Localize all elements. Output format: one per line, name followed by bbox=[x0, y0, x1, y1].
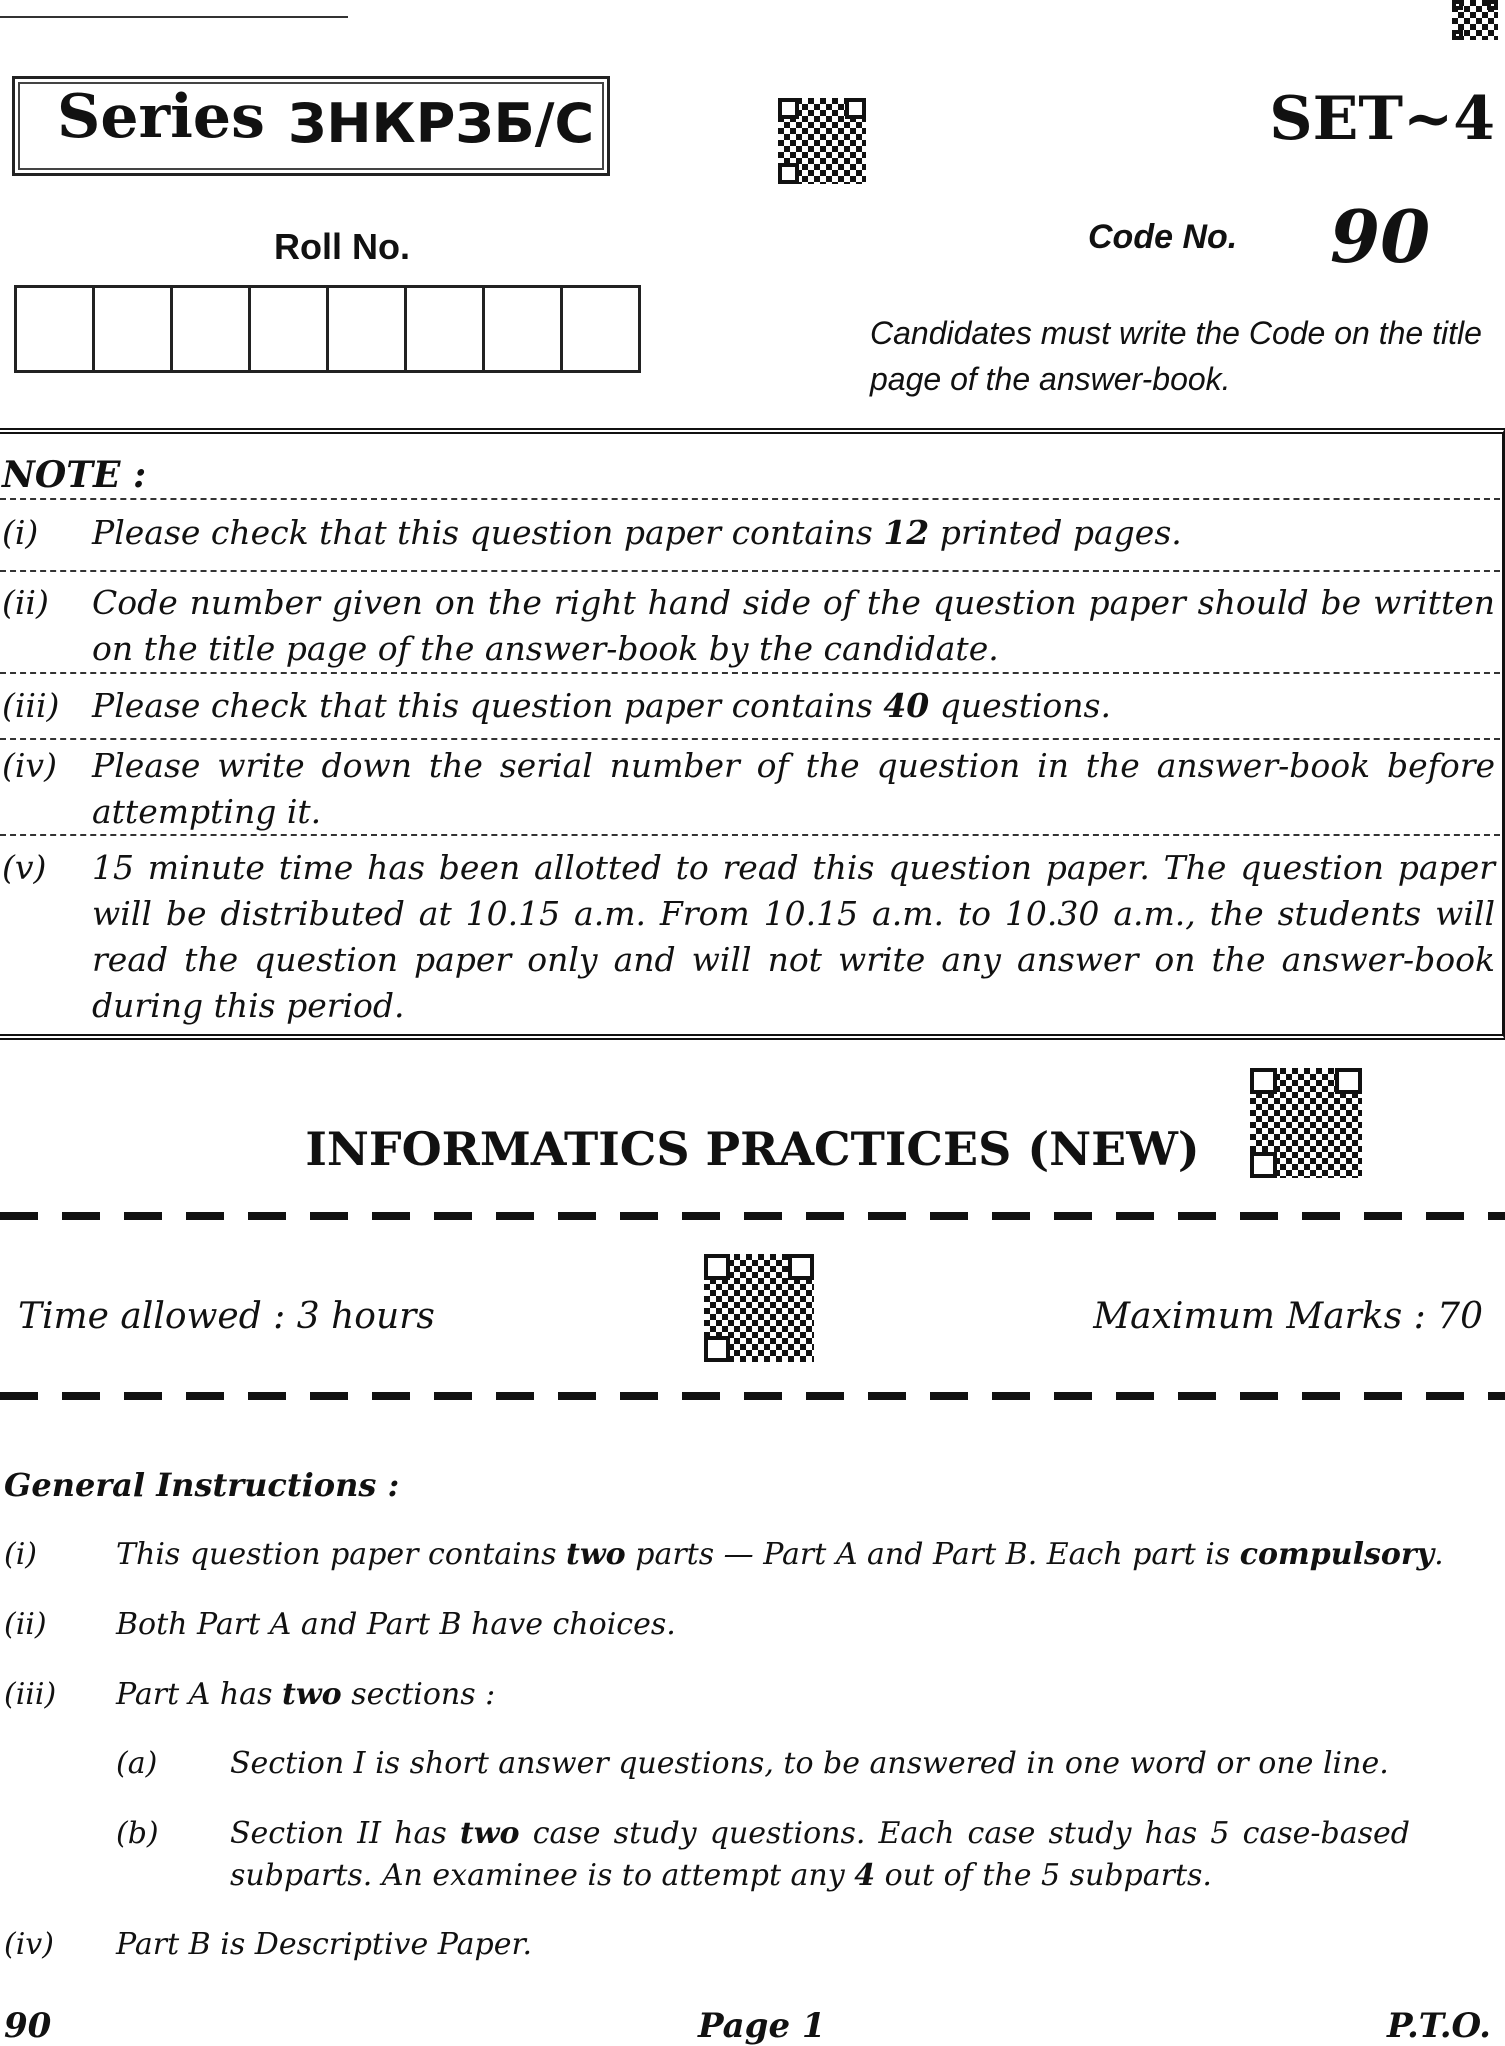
note-item bbox=[0, 743, 1495, 835]
note-item-text: Please check that this question paper contains bbox=[92, 513, 884, 552]
qr-code-icon bbox=[778, 98, 866, 184]
note-item-bold: 40 bbox=[883, 686, 930, 725]
instruction-item bbox=[0, 1674, 1480, 1716]
code-label: Code No. bbox=[1088, 218, 1238, 256]
instruction-text: Part B is Descriptive Paper. bbox=[116, 1927, 533, 1962]
time-allowed: Time allowed : 3 hours bbox=[18, 1296, 435, 1337]
subject-title: INFORMATICS PRACTICES (NEW) bbox=[305, 1122, 1200, 1176]
instruction-bold: two bbox=[459, 1816, 520, 1851]
note-item-text: Please write down the serial number of the question in the answer-book before attempting it. bbox=[92, 746, 1495, 831]
roll-digit-box[interactable] bbox=[95, 288, 173, 370]
instruction-item bbox=[0, 1604, 1480, 1646]
qr-code-icon bbox=[704, 1254, 814, 1362]
note-item-number: (iv) bbox=[2, 746, 57, 785]
series-label: Series bbox=[57, 82, 265, 152]
instruction-bold: compulsory bbox=[1239, 1537, 1435, 1572]
note-item-bold: 12 bbox=[883, 513, 930, 552]
note-item bbox=[0, 580, 1495, 672]
code-note: Candidates must write the Code on the title page of the answer-book. bbox=[870, 315, 1482, 397]
divider bbox=[0, 498, 1500, 500]
roll-digit-box[interactable] bbox=[407, 288, 485, 370]
top-rule bbox=[0, 16, 348, 18]
note-item-number: (ii) bbox=[2, 583, 49, 622]
series-code: ЗНКРЗБ/С bbox=[288, 92, 595, 155]
instruction-text: parts — Part A and Part B. Each part is bbox=[625, 1537, 1240, 1572]
instruction-text: out of the 5 subparts. bbox=[875, 1858, 1212, 1893]
instruction-subnumber: (a) bbox=[116, 1746, 158, 1781]
divider bbox=[0, 738, 1500, 740]
note-item-number: (i) bbox=[2, 513, 39, 552]
instruction-number: (ii) bbox=[4, 1607, 47, 1642]
note-item-number: (iii) bbox=[2, 686, 60, 725]
set-label: SET~4 bbox=[1269, 84, 1495, 154]
qr-code-icon bbox=[1452, 0, 1498, 40]
dashed-divider bbox=[0, 1212, 1505, 1220]
instruction-text: Section II has bbox=[230, 1816, 460, 1851]
instruction-item bbox=[0, 1534, 1480, 1576]
page-number: Page 1 bbox=[698, 2006, 826, 2046]
roll-number-label: Roll No. bbox=[274, 226, 410, 267]
note-item bbox=[0, 845, 1495, 1029]
instruction-number: (iv) bbox=[4, 1927, 54, 1962]
roll-digit-box[interactable] bbox=[17, 288, 95, 370]
maximum-marks: Maximum Marks : 70 bbox=[1093, 1296, 1483, 1337]
pto-label: P.T.O. bbox=[1387, 2006, 1491, 2046]
roll-digit-box[interactable] bbox=[173, 288, 251, 370]
instruction-bold: two bbox=[282, 1677, 342, 1712]
roll-digit-box[interactable] bbox=[329, 288, 407, 370]
dashed-divider bbox=[0, 1392, 1505, 1400]
divider bbox=[0, 834, 1500, 836]
instruction-subnumber: (b) bbox=[116, 1816, 159, 1851]
instruction-text: Part A has bbox=[116, 1677, 282, 1712]
instruction-number: (iii) bbox=[4, 1677, 57, 1712]
note-item bbox=[0, 510, 1495, 556]
roll-digit-box[interactable] bbox=[251, 288, 329, 370]
roll-number-boxes[interactable] bbox=[14, 285, 641, 373]
note-item-text: questions. bbox=[929, 686, 1111, 725]
general-instructions-title: General Instructions : bbox=[4, 1466, 400, 1504]
note-title: NOTE : bbox=[2, 454, 147, 496]
instruction-bold: two bbox=[566, 1537, 626, 1572]
roll-digit-box[interactable] bbox=[485, 288, 563, 370]
instruction-text: This question paper contains bbox=[116, 1537, 566, 1572]
footer-code: 90 bbox=[4, 2006, 52, 2046]
note-item-text: printed pages. bbox=[929, 513, 1182, 552]
roll-digit-box[interactable] bbox=[563, 288, 638, 370]
instruction-text: sections : bbox=[341, 1677, 496, 1712]
instruction-subitem bbox=[0, 1813, 1410, 1897]
instruction-text: case study questions. Each case study has 5 case-based subparts. An examinee is to attempt any bbox=[230, 1816, 1410, 1893]
note-item-text: Please check that this question paper contains bbox=[92, 686, 884, 725]
instruction-bold: 4 bbox=[854, 1858, 876, 1893]
instruction-text: . bbox=[1434, 1537, 1444, 1572]
note-item-number: (v) bbox=[2, 848, 47, 887]
instruction-text: Both Part A and Part B have choices. bbox=[116, 1607, 676, 1642]
divider bbox=[0, 570, 1500, 572]
instruction-text: Section I is short answer questions, to be answered in one word or one line. bbox=[230, 1746, 1389, 1781]
instruction-subitem bbox=[0, 1743, 1420, 1785]
note-item-text: Code number given on the right hand side of the question paper should be written on the title page of the answer-book by the candidate. bbox=[92, 583, 1495, 668]
note-item-text: 15 minute time has been allotted to read this question paper. The question paper will be distributed at 10.15 a.m. From 10.15 a.m. to 10.30 a.m., the students will read the question paper only and will not write any answer on the answer-book during this period. bbox=[92, 848, 1495, 1025]
divider bbox=[0, 672, 1500, 674]
code-value: 90 bbox=[1330, 194, 1431, 279]
instruction-item bbox=[0, 1924, 1480, 1966]
instruction-number: (i) bbox=[4, 1537, 38, 1572]
note-item bbox=[0, 683, 1495, 729]
